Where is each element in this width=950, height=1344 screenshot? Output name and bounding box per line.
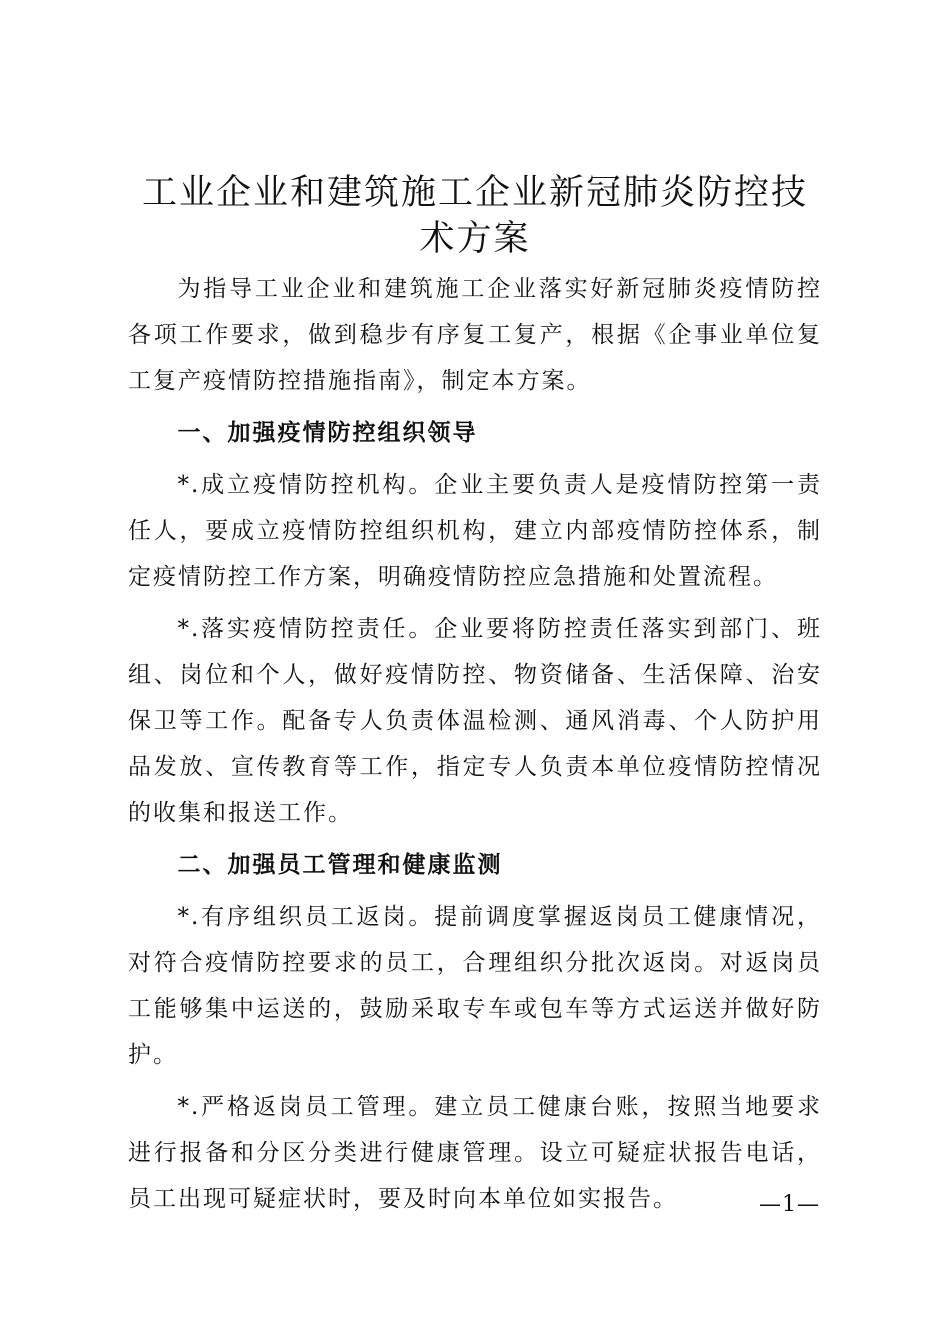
section-heading: 二、加强员工管理和健康监测	[177, 852, 503, 878]
intro-paragraph: 为指导工业企业和建筑施工企业落实好新冠肺炎疫情防控各项工作要求，做到稳步有序复工复产，根据《企事业单位复工复产疫情防控措施指南》，制定本方案。	[128, 276, 822, 394]
section-paragraph: *.严格返岗员工管理。建立员工健康台账，按照当地要求进行报备和分区分类进行健康管理。设立可疑症状报告电话，员工出现可疑症状时，要及时向本单位如实报告。	[128, 1094, 822, 1212]
page-number: —1—	[759, 1192, 820, 1217]
document-title: 工业企业和建筑施工企业新冠肺炎防控技术方案	[141, 173, 808, 259]
section-heading: 一、加强疫情防控组织领导	[177, 420, 478, 446]
document-body	[128, 266, 822, 1222]
section-paragraph: *.成立疫情防控机构。企业主要负责人是疫情防控第一责任人，要成立疫情防控组织机构，建立内部疫情防控体系，制定疫情防控工作方案，明确疫情防控应急措施和处置流程。	[128, 472, 822, 590]
section-paragraph: *.有序组织员工返岗。提前调度掌握返岗员工健康情况，对符合疫情防控要求的员工，合理组织分批次返岗。对返岗员工能够集中运送的，鼓励采取专车或包车等方式运送并做好防护。	[128, 904, 822, 1068]
section-paragraph: *.落实疫情防控责任。企业要将防控责任落实到部门、班组、岗位和个人，做好疫情防控、物资储备、生活保障、治安保卫等工作。配备专人负责体温检测、通风消毒、个人防护用品发放、宣传教育等工作，指定专人负责本单位疫情防控情况的收集和报送工作。	[128, 616, 822, 826]
